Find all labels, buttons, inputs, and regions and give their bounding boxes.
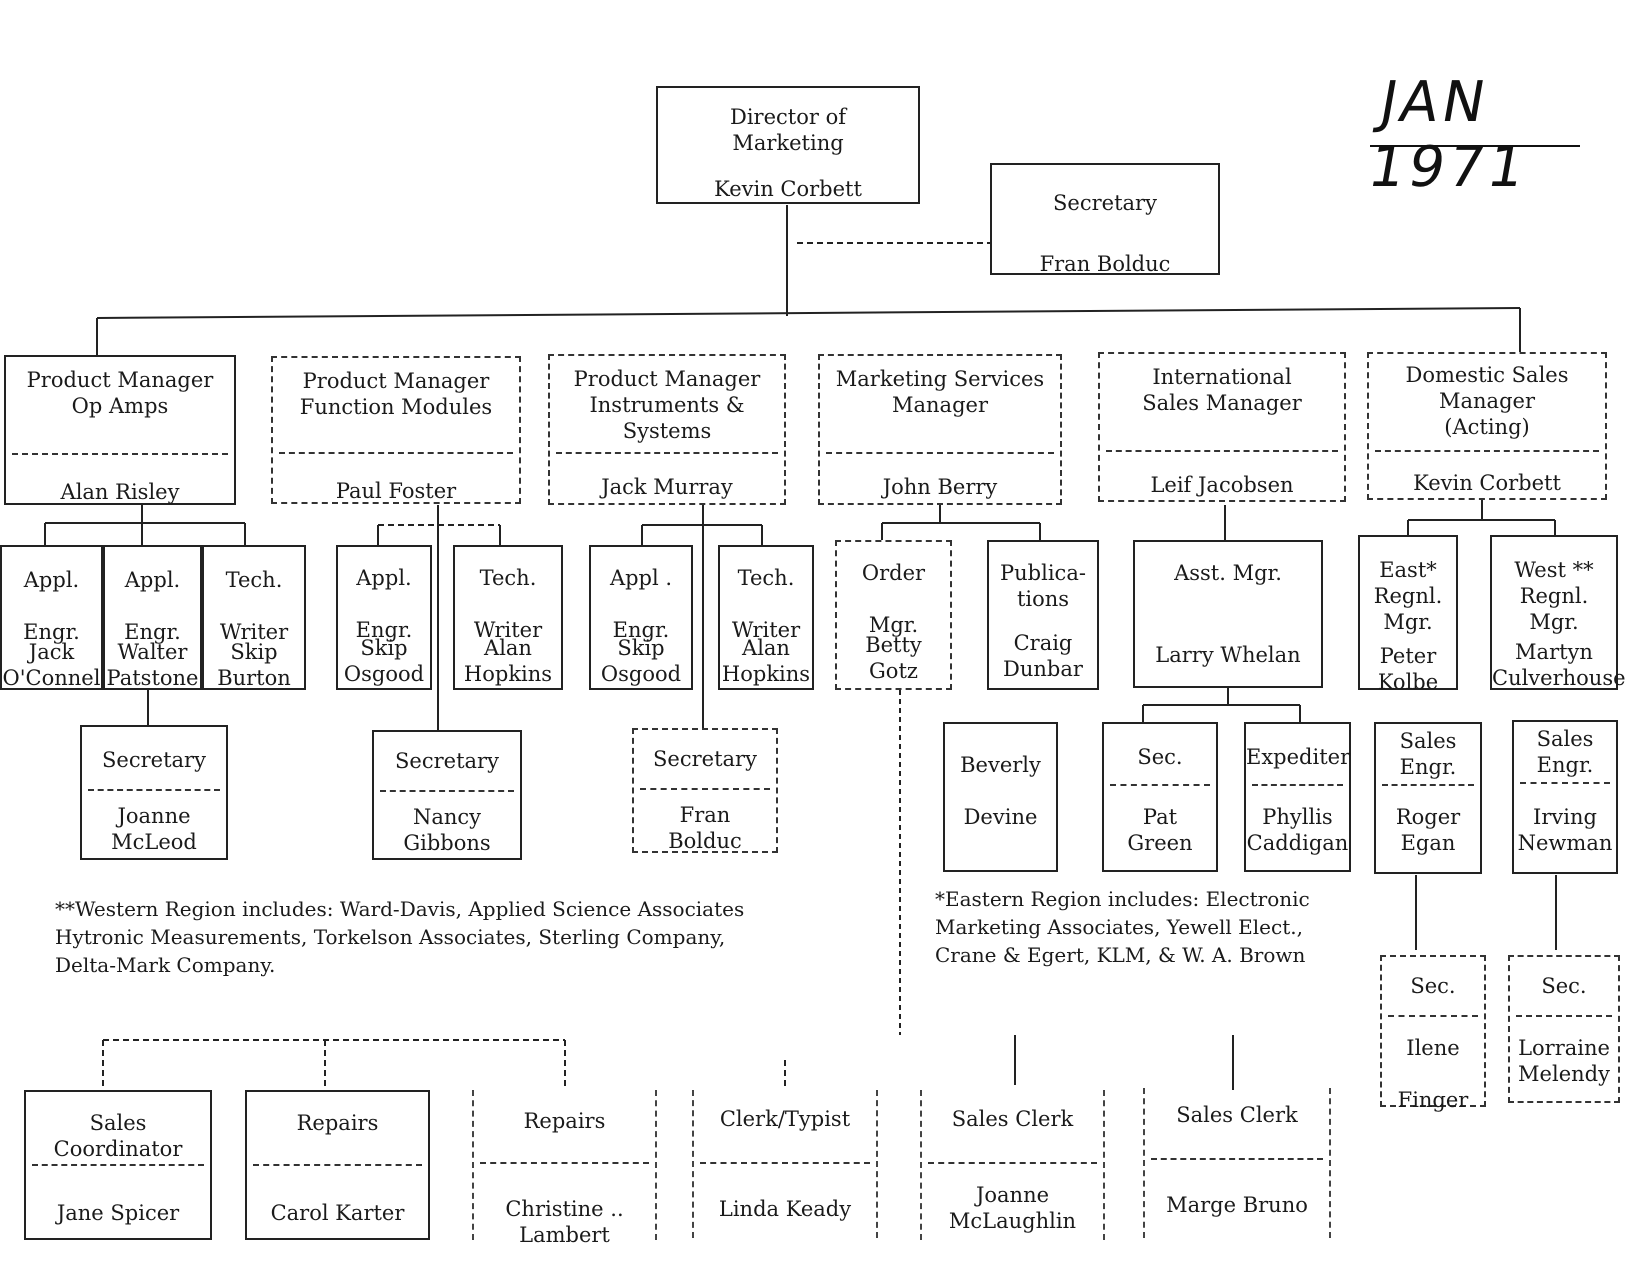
separator xyxy=(1520,782,1610,784)
date-underline xyxy=(1370,145,1580,147)
director-secretary-name: Fran Bolduc xyxy=(1039,252,1171,276)
separator xyxy=(279,452,513,454)
staff-title: Appl. Engr. xyxy=(124,568,181,644)
staff-title: Appl. Engr. xyxy=(355,566,413,642)
staff-box xyxy=(835,540,952,690)
staff-name: Walter Patstone xyxy=(106,640,199,690)
bottom-staff-box xyxy=(1143,1088,1331,1238)
separator xyxy=(380,790,514,792)
staff-name: Skip Osgood xyxy=(343,636,425,686)
manager-domestic-sales xyxy=(1367,352,1607,500)
separator xyxy=(1388,1015,1478,1017)
staff-box xyxy=(589,545,693,690)
staff-title: Publica- tions xyxy=(1000,561,1086,611)
manager-name: Leif Jacobsen xyxy=(1150,473,1294,497)
bottom-staff-title: Repairs xyxy=(523,1109,606,1133)
manager-title: Domestic Sales Manager (Acting) xyxy=(1405,363,1569,439)
secretary-name: Ilene Finger xyxy=(1397,1036,1469,1112)
secretary-title: Sales Engr. xyxy=(1536,727,1594,777)
separator xyxy=(928,1162,1097,1164)
secretary-name: Lorraine Melendy xyxy=(1518,1036,1610,1086)
manager-name: John Berry xyxy=(882,475,998,499)
director-secretary-box xyxy=(990,163,1220,275)
bottom-staff-title: Clerk/Typist xyxy=(719,1107,851,1131)
staff-box xyxy=(1133,540,1323,688)
separator xyxy=(556,452,778,454)
secretary-box xyxy=(1102,722,1218,872)
secretary-box xyxy=(1244,722,1351,872)
separator xyxy=(12,453,228,455)
bottom-staff-name: Jane Spicer xyxy=(56,1201,180,1225)
secretary-box xyxy=(80,725,228,860)
manager-instruments-systems xyxy=(548,354,786,505)
date-note: JAN 1971 xyxy=(1363,70,1534,200)
secretary-box xyxy=(372,730,522,860)
staff-box xyxy=(336,545,432,690)
secretary-box xyxy=(632,728,778,853)
secretary-name: Phyllis Caddigan xyxy=(1246,805,1349,855)
staff-name: Alan Hopkins xyxy=(463,636,553,686)
separator xyxy=(1375,450,1599,452)
staff-name: Jack O'Connel xyxy=(2,640,101,690)
director-box xyxy=(656,86,920,204)
secretary-box xyxy=(1374,722,1482,874)
bottom-staff-box xyxy=(245,1090,430,1240)
staff-box xyxy=(103,545,202,690)
staff-name: Alan Hopkins xyxy=(721,636,811,686)
bottom-staff-name: Christine .. Lambert xyxy=(505,1197,624,1247)
staff-title: Appl. Engr. xyxy=(23,568,80,644)
manager-title: Product Manager Op Amps xyxy=(26,368,214,418)
secretary-title: Secretary xyxy=(102,748,206,772)
staff-title: Asst. Mgr. xyxy=(1174,561,1282,585)
staff-name: Martyn Culverhouse xyxy=(1492,640,1626,690)
staff-name: Skip Burton xyxy=(217,640,291,690)
secretary-box xyxy=(1380,955,1486,1112)
staff-name: Craig Dunbar xyxy=(1003,631,1083,681)
bottom-staff-name: Joanne McLaughlin xyxy=(948,1183,1077,1233)
bottom-staff-title: Sales Coordinator xyxy=(53,1111,183,1161)
separator xyxy=(700,1162,870,1164)
secretary-box xyxy=(1512,720,1618,874)
manager-title: Marketing Services Manager xyxy=(835,367,1045,417)
separator xyxy=(88,789,220,791)
staff-name: Skip Osgood xyxy=(600,636,682,686)
secretary-name: Pat Green xyxy=(1127,805,1193,855)
bottom-staff-title: Sales Clerk xyxy=(1176,1103,1298,1127)
manager-name: Jack Murray xyxy=(601,475,733,499)
separator xyxy=(1252,784,1343,786)
bottom-staff-box xyxy=(24,1090,212,1240)
manager-op-amps xyxy=(4,355,236,505)
manager-international-sales xyxy=(1098,352,1346,502)
staff-title: Tech. Writer xyxy=(473,566,543,642)
staff-box xyxy=(202,545,306,690)
manager-function-modules xyxy=(271,356,521,504)
secretary-name: Fran Bolduc xyxy=(668,803,742,853)
secretary-title: Sec. xyxy=(1541,974,1587,998)
manager-name: Paul Foster xyxy=(335,479,457,503)
bottom-staff-name: Linda Keady xyxy=(718,1197,852,1221)
staff-name: Peter Kolbe xyxy=(1377,644,1439,694)
staff-title: Tech. Writer xyxy=(731,566,801,642)
secretary-name: Roger Egan xyxy=(1395,805,1461,855)
secretary-box xyxy=(1508,955,1620,1103)
secretary-name: Beverly Devine xyxy=(960,753,1041,829)
separator xyxy=(640,788,770,790)
eastern-region-note: *Eastern Region includes: Electronic Marketing Associates, Yewell Elect., Crane & Egert, KLM, & W. A. Brown xyxy=(935,887,1310,967)
staff-title: East* Regnl. Mgr. xyxy=(1373,558,1443,634)
bottom-staff-name: Marge Bruno xyxy=(1166,1193,1308,1217)
bottom-staff-box xyxy=(472,1090,657,1247)
manager-title: International Sales Manager xyxy=(1142,365,1302,415)
manager-title: Product Manager Function Modules xyxy=(299,369,493,419)
secretary-title: Sales Engr. xyxy=(1399,729,1457,779)
staff-title: Appl . Engr. xyxy=(609,566,673,642)
secretary-title: Secretary xyxy=(395,749,499,773)
western-region-note: **Western Region includes: Ward-Davis, Applied Science Associates Hytronic Measurements, Torkelson Associates, Sterling Company, Delta-Mark Company. xyxy=(55,897,745,977)
staff-box xyxy=(718,545,814,690)
director-secretary-title: Secretary xyxy=(1053,191,1157,215)
secretary-title: Expediter xyxy=(1246,745,1351,769)
separator xyxy=(1516,1015,1612,1017)
bottom-staff-box xyxy=(692,1090,878,1238)
manager-name: Kevin Corbett xyxy=(1413,471,1561,495)
staff-name: Larry Whelan xyxy=(1155,643,1301,667)
separator xyxy=(32,1164,204,1166)
secretary-title: Secretary xyxy=(653,747,757,771)
separator xyxy=(1151,1158,1323,1160)
separator xyxy=(826,452,1054,454)
bottom-staff-title: Repairs xyxy=(296,1111,379,1135)
bottom-staff-box xyxy=(920,1090,1105,1240)
staff-title: Tech. Writer xyxy=(219,568,289,644)
staff-box xyxy=(453,545,563,690)
separator xyxy=(253,1164,422,1166)
bottom-staff-name: Carol Karter xyxy=(270,1201,405,1225)
staff-box xyxy=(987,540,1099,690)
bottom-staff-title: Sales Clerk xyxy=(951,1107,1074,1131)
secretary-box xyxy=(943,722,1058,872)
staff-box xyxy=(1490,535,1626,690)
manager-title: Product Manager Instruments & Systems xyxy=(573,367,761,443)
staff-title: Order Mgr. xyxy=(861,561,926,637)
secretary-title: Sec. xyxy=(1137,745,1183,769)
separator xyxy=(1110,784,1210,786)
separator xyxy=(1106,450,1338,452)
secretary-name: Joanne McLeod xyxy=(111,804,197,854)
manager-name: Alan Risley xyxy=(60,480,180,504)
separator xyxy=(480,1162,649,1164)
manager-marketing-services xyxy=(818,354,1062,505)
separator xyxy=(1382,784,1474,786)
director-name: Kevin Corbett xyxy=(714,177,862,201)
secretary-name: Nancy Gibbons xyxy=(403,805,491,855)
staff-name: Betty Gotz xyxy=(865,633,922,683)
director-title: Director of Marketing xyxy=(730,105,846,155)
secretary-name: Irving Newman xyxy=(1517,805,1613,855)
secretary-title: Sec. xyxy=(1410,974,1456,998)
staff-box xyxy=(1358,535,1458,694)
staff-title: West ** Regnl. Mgr. xyxy=(1514,558,1594,634)
staff-box xyxy=(0,545,103,690)
